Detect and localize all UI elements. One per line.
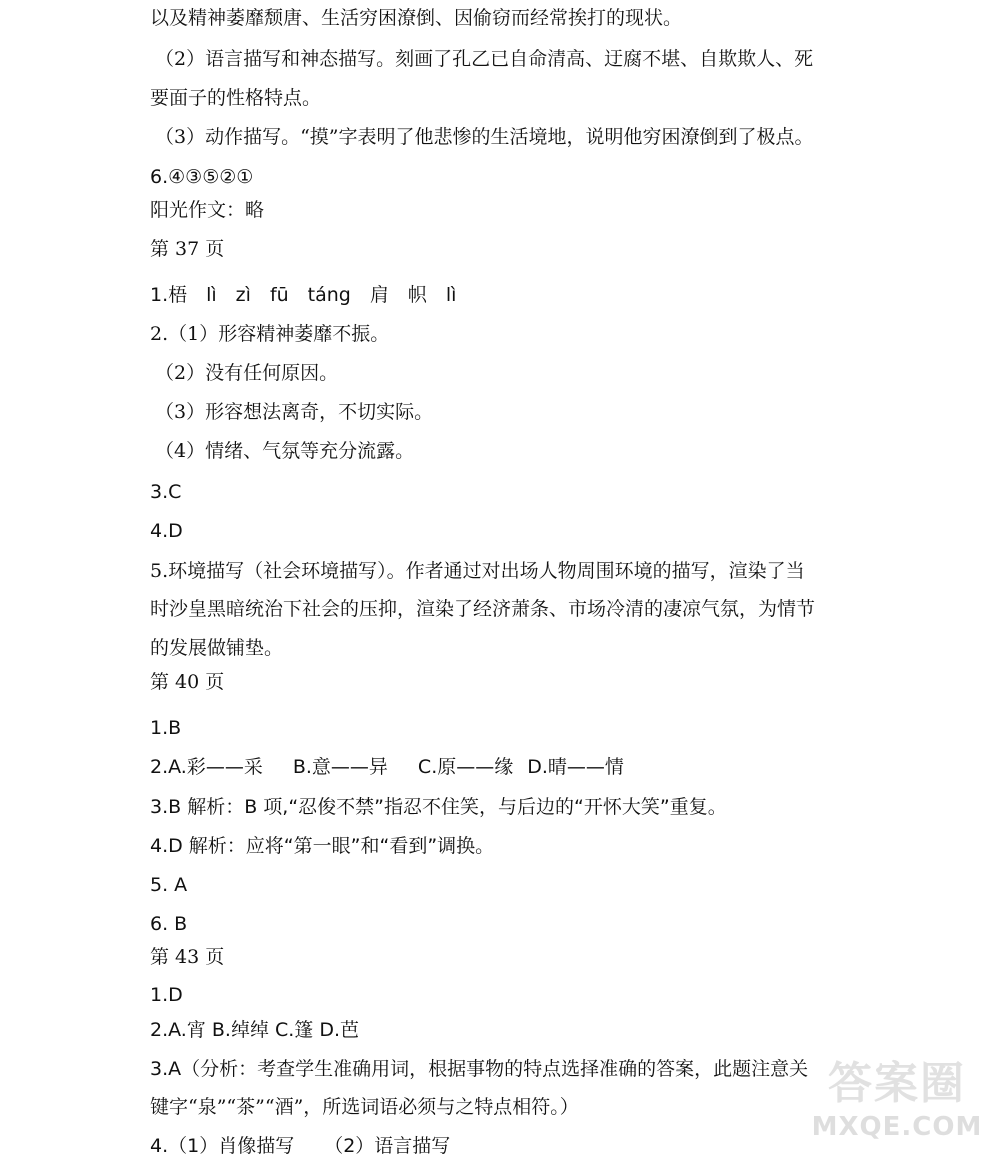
- text-line: 以及精神萎靡颓唐、生活穷困潦倒、因偷窃而经常挨打的现状。: [150, 7, 683, 29]
- page-heading: 第 37 页: [150, 238, 225, 260]
- text-line: （2）语言描写和神态描写。刻画了孔乙已自命清高、迂腐不堪、自欺欺人、死: [155, 48, 814, 70]
- text-line: 2.A.宵 B.绰绰 C.篷 D.芭: [150, 1019, 360, 1041]
- text-line: 6.④③⑤②①: [150, 166, 254, 188]
- text-line: （4）情绪、气氛等充分流露。: [155, 440, 415, 462]
- text-line: 时沙皇黑暗统治下社会的压抑，渲染了经济萧条、市场冷清的凄凉气氛，为情节: [150, 598, 816, 620]
- watermark-url: MXQE.COM: [811, 1112, 983, 1142]
- text-line: 1.D: [150, 984, 183, 1006]
- text-line: 要面子的性格特点。: [150, 87, 322, 109]
- watermark-title: 答案圈: [828, 1058, 966, 1109]
- text-line: 2.A.彩——采 B.意——异 C.原——缘 D.晴——情: [150, 756, 624, 778]
- text-line: 2.（1）形容精神萎靡不振。: [150, 323, 390, 345]
- text-line: 3.C: [150, 481, 182, 503]
- text-line: 阳光作文：略: [150, 199, 265, 221]
- text-line: （3）动作描写。“摸”字表明了他悲惨的生活境地，说明他穷困潦倒到了极点。: [155, 126, 814, 148]
- text-line: 5. A: [150, 874, 188, 896]
- text-line: （2）没有任何原因。: [155, 362, 339, 384]
- watermark-logo: [802, 1056, 992, 1156]
- text-line: 1.B: [150, 717, 182, 739]
- page-heading: 第 40 页: [150, 671, 225, 693]
- text-line: 3.B 解析：B 项,“忍俊不禁”指忍不住笑，与后边的“开怀大笑”重复。: [150, 796, 727, 818]
- text-line: 4.D: [150, 520, 183, 542]
- text-line: 5.环境描写（社会环境描写）。作者通过对出场人物周围环境的描写，渲染了当: [150, 560, 805, 582]
- text-line: 1.梧 lì zì fū táng 肩 帜 lì: [150, 284, 457, 306]
- text-line: 6. B: [150, 913, 188, 935]
- text-line: 键字“泉”“茶”“酒”，所选词语必须与之特点相符。）: [150, 1096, 579, 1118]
- text-line: 3.A（分析：考查学生准确用词，根据事物的特点选择准确的答案，此题注意关: [150, 1058, 809, 1080]
- text-line: 4.（1）肖像描写 （2）语言描写: [150, 1135, 451, 1157]
- text-line: 的发展做铺垫。: [150, 637, 284, 659]
- page-heading: 第 43 页: [150, 946, 225, 968]
- text-line: 4.D 解析：应将“第一眼”和“看到”调换。: [150, 835, 495, 857]
- text-line: （3）形容想法离奇，不切实际。: [155, 401, 434, 423]
